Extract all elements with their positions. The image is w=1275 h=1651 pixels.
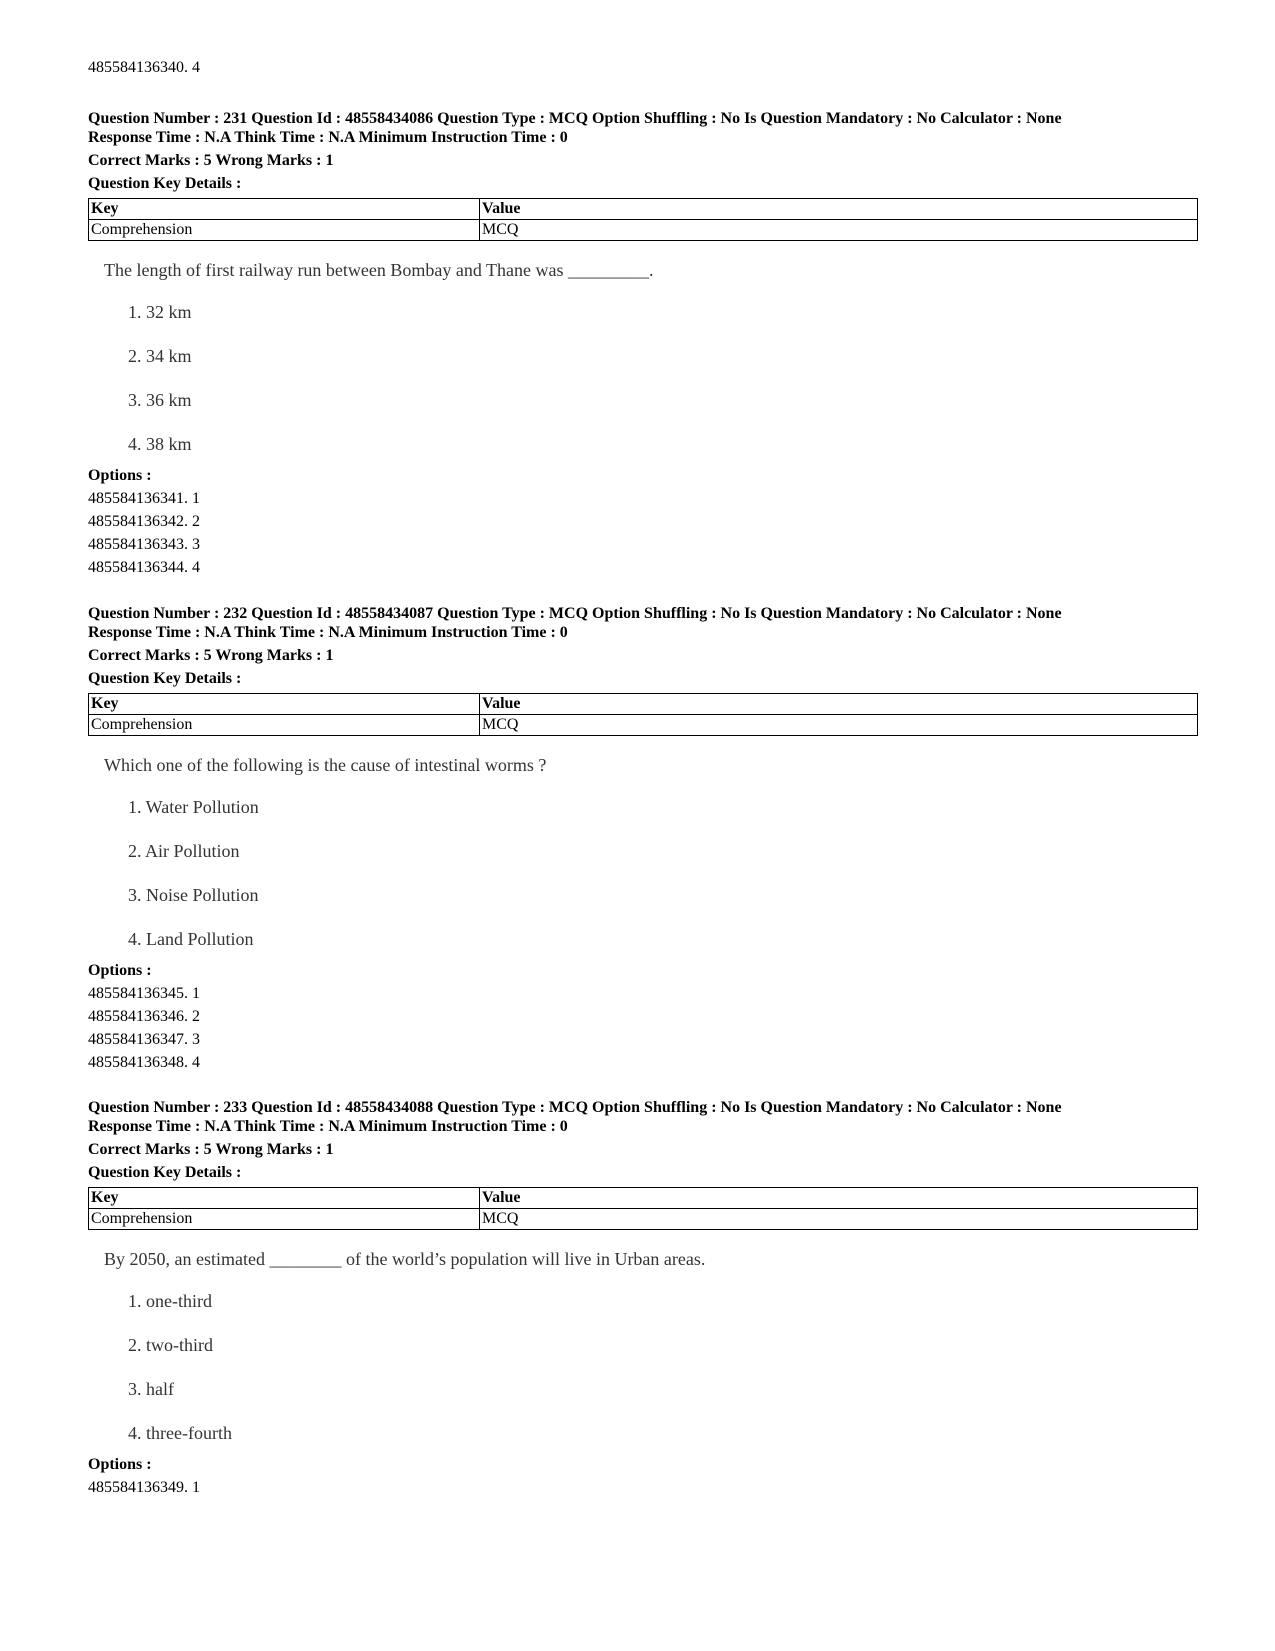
choice-item: 3. Noise Pollution: [128, 885, 259, 905]
table-header-value: Value: [480, 199, 1198, 220]
option-line: 485584136342. 2: [88, 513, 200, 530]
option-line: 485584136346. 2: [88, 1008, 200, 1025]
question-text: By 2050, an estimated ________ of the world’s population will live in Urban areas.: [104, 1249, 706, 1269]
question-image: [88, 1248, 1198, 1444]
table-cell-key: Comprehension: [89, 220, 480, 241]
question-text: Which one of the following is the cause of intestinal worms ?: [104, 755, 547, 775]
options-label: Options :: [88, 467, 152, 484]
question-header-line2: Response Time : N.A Think Time : N.A Minimum Instruction Time : 0: [88, 624, 568, 641]
choice-item: 4. three-fourth: [128, 1423, 232, 1443]
question-image: [88, 259, 1198, 455]
marks-line: Correct Marks : 5 Wrong Marks : 1: [88, 647, 334, 664]
option-line: 485584136344. 4: [88, 559, 200, 576]
table-cell-value: MCQ: [480, 1209, 1198, 1230]
table-row: [89, 715, 1198, 736]
table-cell-value: MCQ: [480, 220, 1198, 241]
choice-item: 4. Land Pollution: [128, 929, 254, 949]
table-row: [89, 220, 1198, 241]
question-key-table: [88, 1187, 1198, 1230]
table-row: [89, 1209, 1198, 1230]
option-line: 485584136341. 1: [88, 490, 200, 507]
choice-item: 3. 36 km: [128, 390, 192, 410]
question-header-line1: Question Number : 232 Question Id : 48558434087 Question Type : MCQ Option Shuffling : No Is Question Mandatory : No Calculator : None: [88, 605, 1062, 622]
options-label: Options :: [88, 962, 152, 979]
question-header-line1: Question Number : 231 Question Id : 48558434086 Question Type : MCQ Option Shuffling : No Is Question Mandatory : No Calculator : None: [88, 110, 1062, 127]
table-cell-key: Comprehension: [89, 715, 480, 736]
question-header-line2: Response Time : N.A Think Time : N.A Minimum Instruction Time : 0: [88, 1118, 568, 1135]
table-header-row: [89, 199, 1198, 220]
question-key-table: [88, 693, 1198, 736]
table-header-row: [89, 1188, 1198, 1209]
choice-item: 1. one-third: [128, 1291, 212, 1311]
question-block-233: [88, 1098, 1198, 1498]
table-cell-key: Comprehension: [89, 1209, 480, 1230]
key-details-label: Question Key Details :: [88, 175, 242, 192]
table-header-value: Value: [480, 1188, 1198, 1209]
prev-option-line: 485584136340. 4: [88, 59, 200, 76]
option-line: 485584136347. 3: [88, 1031, 200, 1048]
table-header-key: Key: [89, 199, 480, 220]
choice-item: 2. two-third: [128, 1335, 213, 1355]
table-header-key: Key: [89, 1188, 480, 1209]
table-header-row: [89, 694, 1198, 715]
choice-item: 4. 38 km: [128, 434, 192, 454]
key-details-label: Question Key Details :: [88, 670, 242, 687]
question-block-232: [88, 604, 1198, 1073]
choice-item: 3. half: [128, 1379, 174, 1399]
choice-item: 2. Air Pollution: [128, 841, 240, 861]
option-line: 485584136348. 4: [88, 1054, 200, 1071]
table-header-key: Key: [89, 694, 480, 715]
question-header-line2: Response Time : N.A Think Time : N.A Minimum Instruction Time : 0: [88, 129, 568, 146]
question-text: The length of first railway run between Bombay and Thane was _________.: [104, 260, 654, 280]
table-header-value: Value: [480, 694, 1198, 715]
option-line: 485584136343. 3: [88, 536, 200, 553]
option-line: 485584136349. 1: [88, 1479, 200, 1496]
choice-item: 1. 32 km: [128, 302, 192, 322]
question-key-table: [88, 198, 1198, 241]
choice-item: 2. 34 km: [128, 346, 192, 366]
option-line: 485584136345. 1: [88, 985, 200, 1002]
choice-item: 1. Water Pollution: [128, 797, 259, 817]
key-details-label: Question Key Details :: [88, 1164, 242, 1181]
question-header-line1: Question Number : 233 Question Id : 48558434088 Question Type : MCQ Option Shuffling : No Is Question Mandatory : No Calculator : None: [88, 1099, 1062, 1116]
options-label: Options :: [88, 1456, 152, 1473]
marks-line: Correct Marks : 5 Wrong Marks : 1: [88, 152, 334, 169]
question-image: [88, 754, 1198, 950]
marks-line: Correct Marks : 5 Wrong Marks : 1: [88, 1141, 334, 1158]
table-cell-value: MCQ: [480, 715, 1198, 736]
question-block-231: [88, 109, 1198, 578]
